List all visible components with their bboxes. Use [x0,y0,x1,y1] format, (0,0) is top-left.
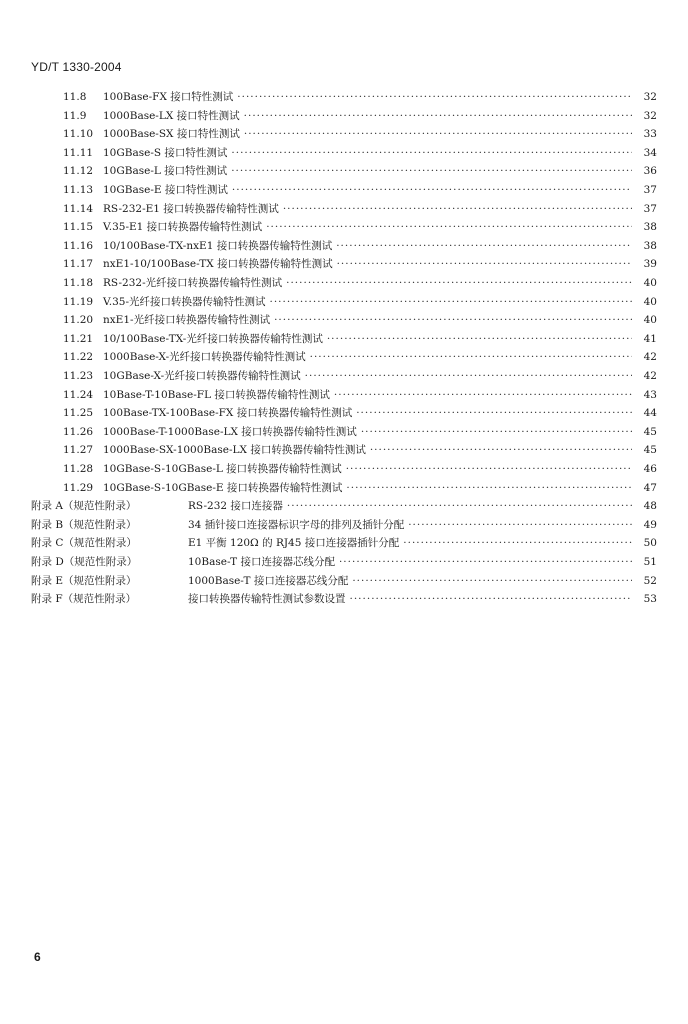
entry-title-wrap [188,497,632,515]
entry-title: 接口转换器传输特性测试参数设置 [188,593,346,606]
page-reference: 32 [643,91,657,103]
appendix-label: 附录 B（规范性附录） [31,518,137,531]
page-reference: 40 [643,277,657,289]
dot-leader [232,181,632,199]
page-reference: 50 [643,537,657,550]
dot-leader [237,88,632,106]
dot-leader [244,125,632,143]
section-number: 11.19 [63,295,94,308]
page-reference: 51 [643,556,657,568]
section-number: 11.10 [63,128,94,141]
dot-leader [287,497,632,515]
toc-entry [0,88,688,106]
appendix-label: 附录 E（规范性附录） [31,574,137,587]
dot-leader [346,460,632,478]
entry-title-wrap [188,516,632,534]
dot-leader [361,423,632,441]
page-reference: 48 [643,500,657,513]
dot-leader [286,274,632,292]
page-reference: 53 [643,593,657,606]
page-reference: 52 [643,574,657,587]
dot-leader [310,348,632,366]
dot-leader [403,534,632,552]
entry-title-wrap [188,534,632,552]
dot-leader [352,572,632,590]
toc-entry [0,311,688,329]
page-reference: 34 [643,146,657,159]
entry-title-wrap [188,553,632,571]
section-number: 11.14 [63,202,94,215]
dot-leader [337,255,632,273]
toc-entry [0,200,688,218]
entry-title-wrap [103,311,632,329]
dot-leader [327,330,632,348]
appendix-label: 附录 A（规范性附录） [31,500,137,513]
page-reference: 40 [643,295,657,308]
section-number: 11.27 [63,444,94,457]
entry-title: 1000Base-SX 接口特性测试 [103,128,240,141]
appendix-entry [0,553,688,571]
entry-title: 1000Base-X-光纤接口转换器传输特性测试 [103,351,306,364]
toc-entry [0,107,688,125]
section-number: 11.13 [63,184,94,196]
dot-leader [370,441,632,459]
section-number: 11.18 [63,277,94,289]
entry-title-wrap [103,441,632,459]
section-number: 11.20 [63,314,94,327]
entry-title-wrap [103,293,632,311]
toc-entry [0,367,688,385]
entry-title-wrap [103,144,632,162]
toc-entry [0,479,688,497]
page-reference: 37 [643,184,657,196]
appendix-entry [0,590,688,608]
toc-entry [0,218,688,236]
section-number: 11.11 [63,146,94,159]
entry-title: 10Base-T-10Base-FL 接口转换器传输特性测试 [103,388,330,401]
dot-leader [339,553,632,571]
entry-title: 10Base-T 接口连接器芯线分配 [188,556,335,568]
entry-title: 10GBase-X-光纤接口转换器传输特性测试 [103,370,301,382]
entry-title: nxE1-光纤接口转换器传输特性测试 [103,314,271,327]
page-reference: 43 [643,388,657,401]
page-reference: 38 [643,221,657,234]
entry-title: RS-232-E1 接口转换器传输特性测试 [103,202,279,215]
section-number: 11.17 [63,258,94,271]
section-number: 11.28 [63,463,94,475]
page-reference: 40 [643,314,657,327]
entry-title-wrap [103,237,632,255]
document-header: YD/T 1330-2004 [31,60,122,74]
page-reference: 36 [643,165,657,178]
entry-title: 1000Base-T-1000Base-LX 接口转换器传输特性测试 [103,425,357,438]
page-reference: 44 [643,407,657,420]
toc-entry [0,255,688,273]
entry-title: RS-232 接口连接器 [188,500,283,513]
appendix-entry [0,516,688,534]
entry-title-wrap [188,590,632,608]
dot-leader [346,479,632,497]
entry-title: 10/100Base-TX-光纤接口转换器传输特性测试 [103,332,323,345]
entry-title: 10GBase-L 接口特性测试 [103,165,228,178]
entry-title: 100Base-TX-100Base-FX 接口转换器传输特性测试 [103,407,353,420]
section-number: 11.23 [63,370,94,382]
appendix-entry [0,497,688,515]
page-reference: 42 [643,370,657,382]
page-reference: 37 [643,202,657,215]
page-reference: 47 [643,481,657,494]
section-number: 11.8 [63,91,87,103]
entry-title: 1000Base-T 接口连接器芯线分配 [188,574,349,587]
entry-title-wrap [103,386,632,404]
appendix-label: 附录 C（规范性附录） [31,537,137,550]
section-number: 11.29 [63,481,94,494]
entry-title-wrap [103,330,632,348]
toc-entry [0,460,688,478]
entry-title: 1000Base-LX 接口特性测试 [103,109,240,122]
dot-leader [305,367,632,385]
dot-leader [274,311,632,329]
dot-leader [283,200,632,218]
appendix-entry [0,572,688,590]
entry-title-wrap [103,404,632,422]
dot-leader [231,144,632,162]
toc-entry [0,386,688,404]
entry-title: 10GBase-E 接口特性测试 [103,184,228,196]
toc-entry [0,181,688,199]
entry-title-wrap [188,572,632,590]
dot-leader [244,107,632,125]
dot-leader [270,293,633,311]
entry-title: V.35-光纤接口转换器传输特性测试 [103,295,266,308]
toc-entry [0,144,688,162]
entry-title-wrap [103,255,632,273]
entry-title-wrap [103,107,632,125]
entry-title: 34 插针接口连接器标识字母的排列及插针分配 [188,518,405,531]
dot-leader [350,590,633,608]
dot-leader [336,237,632,255]
page-reference: 38 [643,239,657,252]
entry-title: V.35-E1 接口转换器传输特性测试 [103,221,263,234]
page-reference: 49 [643,518,657,531]
dot-leader [356,404,632,422]
section-number: 11.22 [63,351,94,364]
entry-title-wrap [103,162,632,180]
section-number: 11.24 [63,388,94,401]
appendix-entry [0,534,688,552]
toc-entry [0,125,688,143]
toc-entry [0,162,688,180]
entry-title-wrap [103,479,632,497]
section-number: 11.15 [63,221,94,234]
page-reference: 39 [643,258,657,271]
page-reference: 45 [643,425,657,438]
appendix-label: 附录 D（规范性附录） [31,556,138,568]
entry-title: 10/100Base-TX-nxE1 接口转换器传输特性测试 [103,239,333,252]
entry-title-wrap [103,348,632,366]
toc-entry [0,348,688,366]
page-reference: 32 [643,109,657,122]
entry-title-wrap [103,423,632,441]
toc-entry [0,404,688,422]
entry-title-wrap [103,88,632,106]
entry-title-wrap [103,181,632,199]
toc-entry [0,330,688,348]
entry-title-wrap [103,274,632,292]
entry-title-wrap [103,367,632,385]
toc-entry [0,237,688,255]
entry-title: RS-232-光纤接口转换器传输特性测试 [103,277,283,289]
entry-title: nxE1-10/100Base-TX 接口转换器传输特性测试 [103,258,333,271]
toc-entry [0,274,688,292]
page-reference: 42 [643,351,657,364]
entry-title-wrap [103,218,632,236]
page-reference: 33 [643,128,657,141]
toc-entry [0,423,688,441]
section-number: 11.25 [63,407,94,420]
dot-leader [231,162,632,180]
toc-entry [0,441,688,459]
toc-entry [0,293,688,311]
page-reference: 41 [643,332,657,345]
entry-title: 1000Base-SX-1000Base-LX 接口转换器传输特性测试 [103,444,366,457]
section-number: 11.16 [63,239,94,252]
page-reference: 46 [643,463,657,475]
entry-title: 10GBase-S-10GBase-E 接口转换器传输特性测试 [103,481,343,494]
entry-title: E1 平衡 120Ω 的 RJ45 接口连接器插针分配 [188,537,400,550]
entry-title: 10GBase-S 接口特性测试 [103,146,228,159]
entry-title: 10GBase-S-10GBase-L 接口转换器传输特性测试 [103,463,342,475]
entry-title: 100Base-FX 接口特性测试 [103,91,234,103]
dot-leader [266,218,632,236]
appendix-label: 附录 F（规范性附录） [31,593,137,606]
entry-title-wrap [103,460,632,478]
entry-title-wrap [103,200,632,218]
page-number: 6 [34,950,41,964]
section-number: 11.9 [63,109,87,122]
dot-leader [334,386,632,404]
section-number: 11.12 [63,165,94,178]
section-number: 11.21 [63,332,94,345]
page-reference: 45 [643,444,657,457]
entry-title-wrap [103,125,632,143]
dot-leader [408,516,632,534]
section-number: 11.26 [63,425,94,438]
